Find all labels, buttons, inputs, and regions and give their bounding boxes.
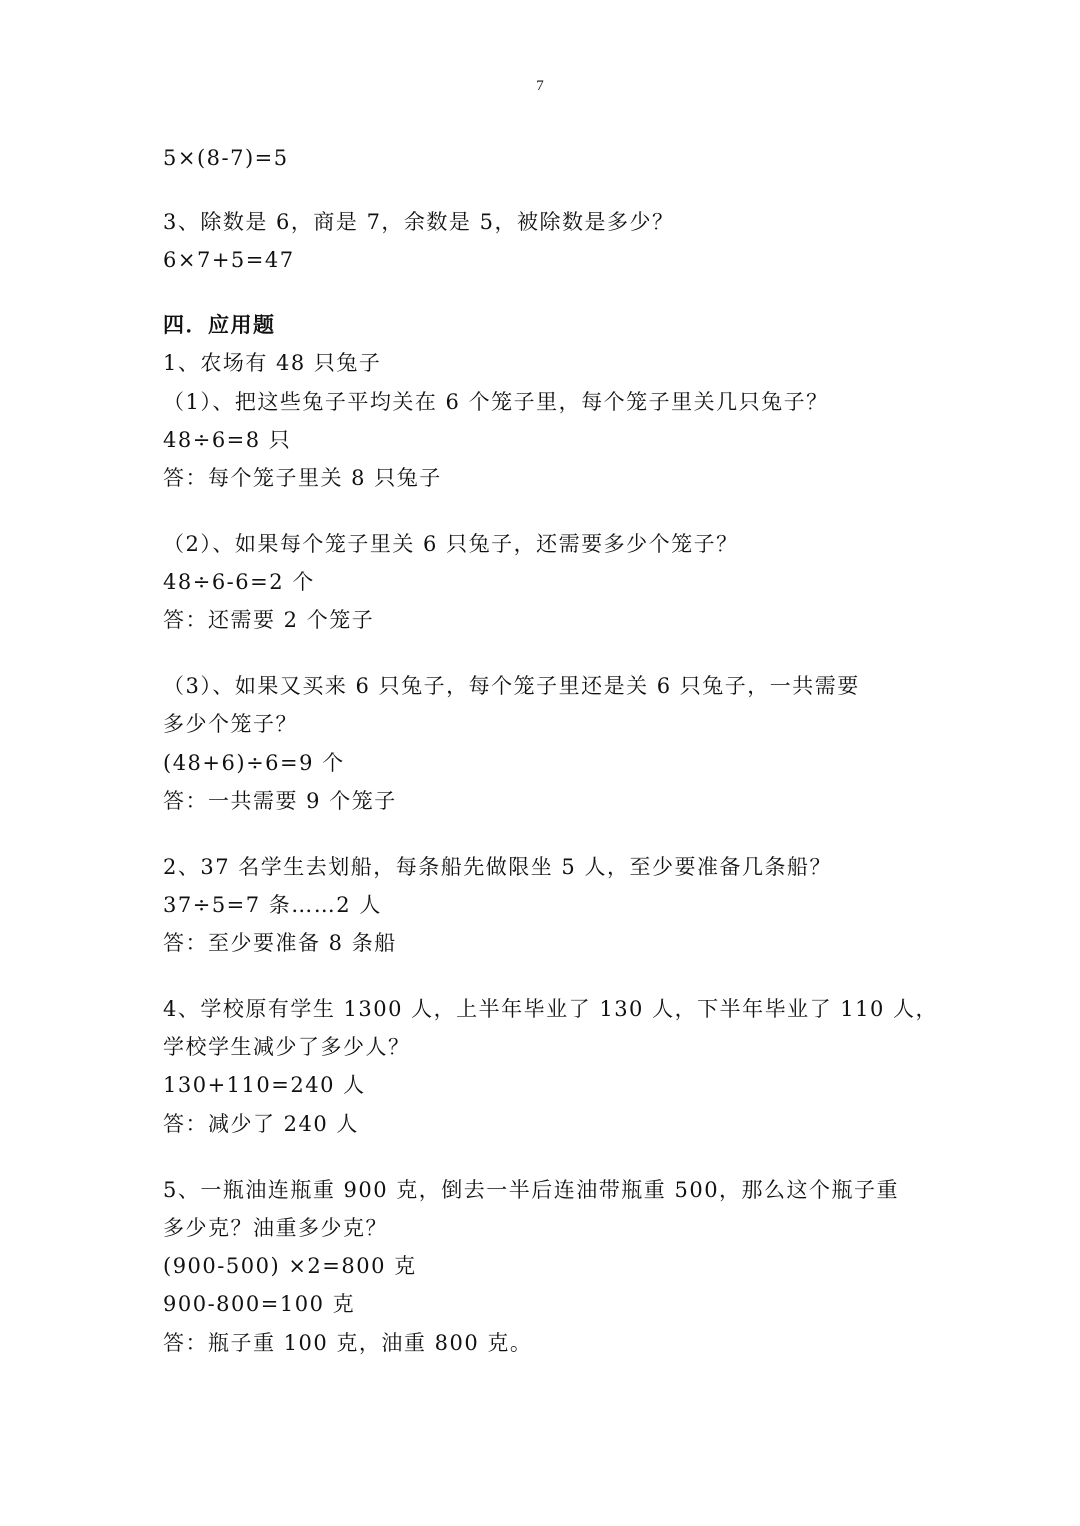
problem-line: 5、一瓶油连瓶重 900 克，倒去一半后连油带瓶重 500，那么这个瓶子重 (163, 1178, 900, 1202)
calculation-line: 48÷6=8 只 (163, 428, 292, 452)
answer-line: 答：还需要 2 个笼子 (163, 608, 375, 632)
question-line: 3、除数是 6，商是 7，余数是 5，被除数是多少？ (163, 210, 675, 234)
subquestion-line: （2）、如果每个笼子里关 6 只兔子，还需要多少个笼子？ (163, 532, 739, 556)
subquestion-line: 多少个笼子？ (163, 712, 298, 736)
answer-line: 答：每个笼子里关 8 只兔子 (163, 466, 442, 490)
answer-line: 答：一共需要 9 个笼子 (163, 789, 397, 813)
answer-line: 6×7+5=47 (163, 248, 295, 272)
calculation-line: (48+6)÷6=9 个 (163, 751, 345, 775)
calculation-line: 37÷5=7 条……2 人 (163, 893, 382, 917)
problem-line: 4、学校原有学生 1300 人，上半年毕业了 130 人，下半年毕业了 110 人， (163, 997, 939, 1021)
subquestion-line: （1）、把这些兔子平均关在 6 个笼子里，每个笼子里关几只兔子？ (163, 390, 829, 414)
calculation-line: 900-800=100 克 (163, 1292, 356, 1316)
subquestion-line: （3）、如果又买来 6 只兔子，每个笼子里还是关 6 只兔子，一共需要 (163, 674, 860, 698)
section-heading: 四．应用题 (163, 312, 276, 337)
text-line: 5×(8-7)=5 (163, 146, 289, 170)
answer-line: 答：至少要准备 8 条船 (163, 931, 397, 955)
calculation-line: 48÷6-6=2 个 (163, 570, 315, 594)
answer-line: 答：减少了 240 人 (163, 1112, 359, 1136)
problem-line: 1、农场有 48 只兔子 (163, 351, 382, 375)
problem-line: 学校学生减少了多少人？ (163, 1035, 411, 1059)
problem-line: 多少克？油重多少克？ (163, 1216, 388, 1240)
page-number: 7 (536, 78, 544, 94)
calculation-line: 130+110=240 人 (163, 1073, 366, 1097)
problem-line: 2、37 名学生去划船，每条船先做限坐 5 人，至少要准备几条船？ (163, 855, 832, 879)
answer-line: 答：瓶子重 100 克，油重 800 克。 (163, 1331, 533, 1355)
calculation-line: (900-500) ×2=800 克 (163, 1254, 417, 1278)
